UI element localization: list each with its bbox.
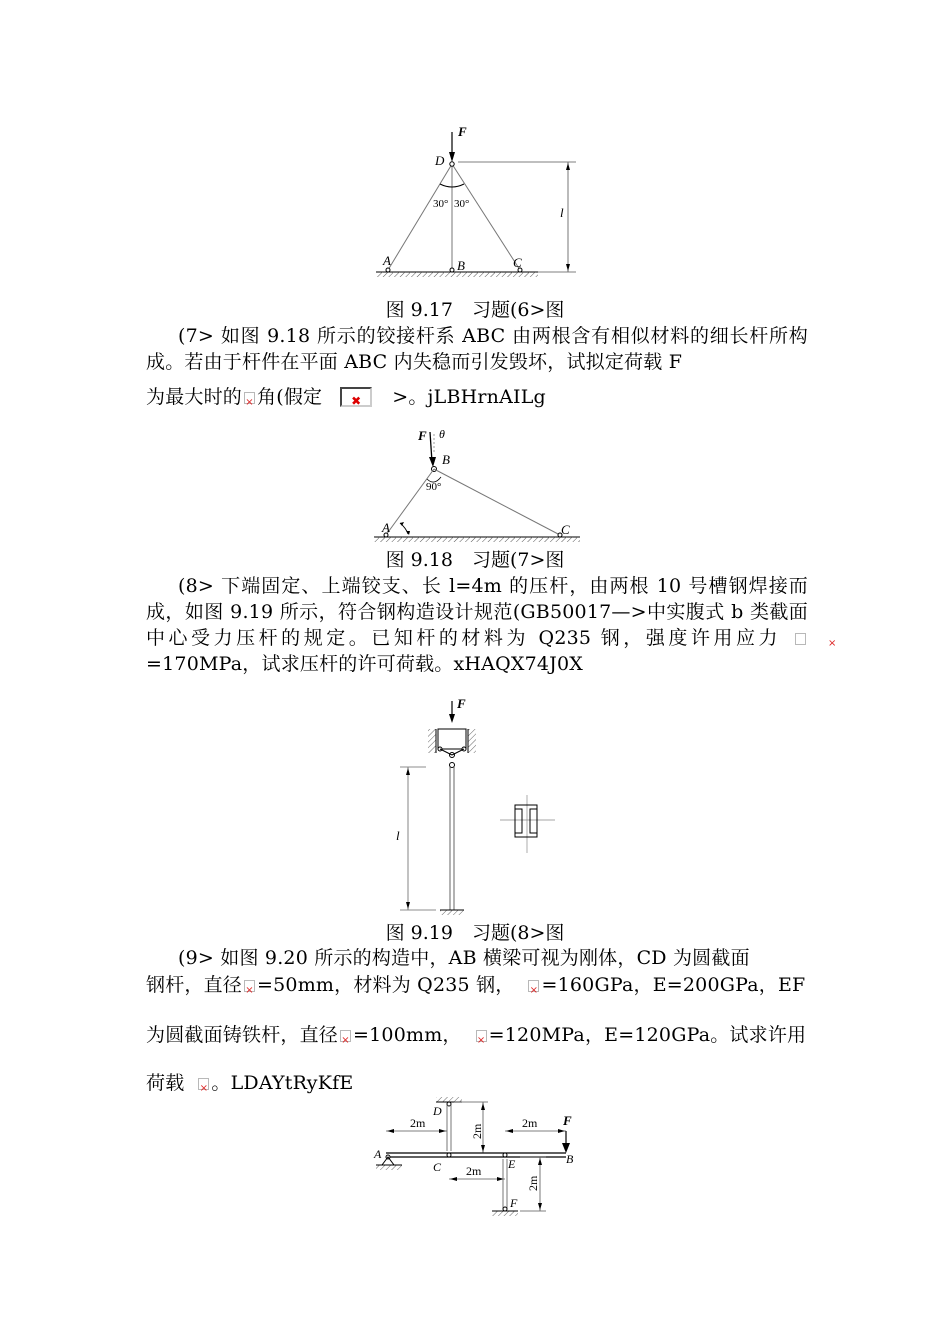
figure-9-18 <box>370 422 590 547</box>
broken-image-icon <box>528 980 539 992</box>
problem-9-line3b: =100mm， <box>353 1024 462 1046</box>
fig918-theta-label: θ <box>439 427 445 441</box>
fig919-length-label: l <box>396 828 400 843</box>
problem-9-line4b: 。LDAYtRyKfE <box>211 1072 354 1094</box>
broken-image-icon <box>244 392 255 404</box>
fig919-force-label: F <box>457 696 466 711</box>
problem-8-text2: =170MPa，试求压杆的许可荷载。xHAQX74J0X <box>146 653 584 675</box>
fig920-dim-EF: 2m <box>526 1175 540 1191</box>
fig920-dim-CD: 2m <box>470 1123 484 1139</box>
problem-9-line2a: 钢杆，直径 <box>146 974 243 996</box>
fig920-label-F: F <box>510 1196 518 1210</box>
problem-8-text <box>146 573 808 677</box>
problem-9-line2b: =50mm，材料为 Q235 钢， <box>257 974 515 996</box>
problem-7-line2c: >。jLBHrnAILg <box>392 386 546 408</box>
fig920-dim-CE: 2m <box>466 1164 482 1178</box>
fig918-label-B: B <box>442 452 450 467</box>
fig918-angle-label: 90° <box>426 481 442 493</box>
problem-7-text <box>146 323 808 375</box>
problem-9-line3c: =120MPa，E=120GPa。试求许用 <box>488 1024 807 1046</box>
problem-9-line4a: 荷载 <box>146 1072 185 1094</box>
fig918-label-A: A <box>382 520 390 535</box>
fig917-label-D: D <box>435 153 445 168</box>
fig918-force-label: F <box>418 428 427 443</box>
broken-image-icon <box>198 1078 209 1090</box>
fig920-label-E: E <box>508 1157 516 1171</box>
fig917-angle-right: 30° <box>454 198 470 210</box>
broken-image-icon <box>244 980 255 992</box>
fig917-label-C: C <box>513 255 522 270</box>
fig917-angle-left: 30° <box>433 198 449 210</box>
caption-fig-9-18: 图 9.18 习题(7>图 <box>385 549 565 571</box>
figure-9-19 <box>390 695 570 920</box>
problem-7-line2b: 角(假定 <box>257 386 323 408</box>
fig920-dim-AC: 2m <box>410 1116 426 1130</box>
fig918-label-C: C <box>561 522 570 537</box>
broken-image-icon <box>795 633 806 645</box>
fig920-label-C: C <box>433 1160 442 1174</box>
figure-9-20 <box>370 1095 590 1220</box>
problem-9-line2 <box>146 972 808 998</box>
problem-9-line1-text: (9> 如图 9.20 所示的构造中，AB 横梁可视为刚体，CD 为圆截面 <box>178 947 750 969</box>
fig920-label-B: B <box>566 1152 574 1166</box>
problem-7-line2a: 为最大时的 <box>146 386 243 408</box>
caption-fig-9-17: 图 9.17 习题(6>图 <box>385 299 565 321</box>
fig917-length-label: l <box>560 205 564 220</box>
problem-9-line3 <box>146 1022 808 1048</box>
fig920-label-A: A <box>374 1147 382 1161</box>
problem-9-line4 <box>146 1070 808 1096</box>
caption-fig-9-19: 图 9.19 习题(8>图 <box>385 922 565 944</box>
fig920-label-D: D <box>433 1104 442 1118</box>
problem-7-line2 <box>146 384 808 410</box>
fig920-force-label: F <box>563 1113 572 1128</box>
problem-9-line3a: 为圆截面铸铁杆，直径 <box>146 1024 339 1046</box>
problem-9-line2c: =160GPa，E=200GPa，EF <box>541 974 806 996</box>
broken-image-icon <box>340 1030 351 1042</box>
fig917-label-B: B <box>457 258 465 273</box>
problem-7-line1: (7> 如图 9.18 所示的铰接杆系 ABC 由两根含有相似材料的细长杆所构成。若由于杆件在平面 ABC 内失稳而引发毁坏，试拟定荷载 F <box>146 325 808 373</box>
fig920-dim-EB: 2m <box>522 1116 538 1130</box>
figure-9-17 <box>370 120 580 280</box>
fig917-label-A: A <box>383 253 391 268</box>
broken-image-icon <box>476 1030 487 1042</box>
fig917-force-label: F <box>458 124 467 139</box>
broken-image-icon <box>340 387 372 407</box>
problem-8-text1: (8> 下端固定、上端铰支、长 l=4m 的压杆，由两根 10 号槽钢焊接而成，如图 9.19 所示，符合钢构造设计规范(GB50017—>中实腹式 b 类截面中心受力压杆的规定。已知杆的材料为 Q235 钢，强度许用应力 <box>146 575 808 649</box>
problem-9-line1 <box>146 945 808 971</box>
